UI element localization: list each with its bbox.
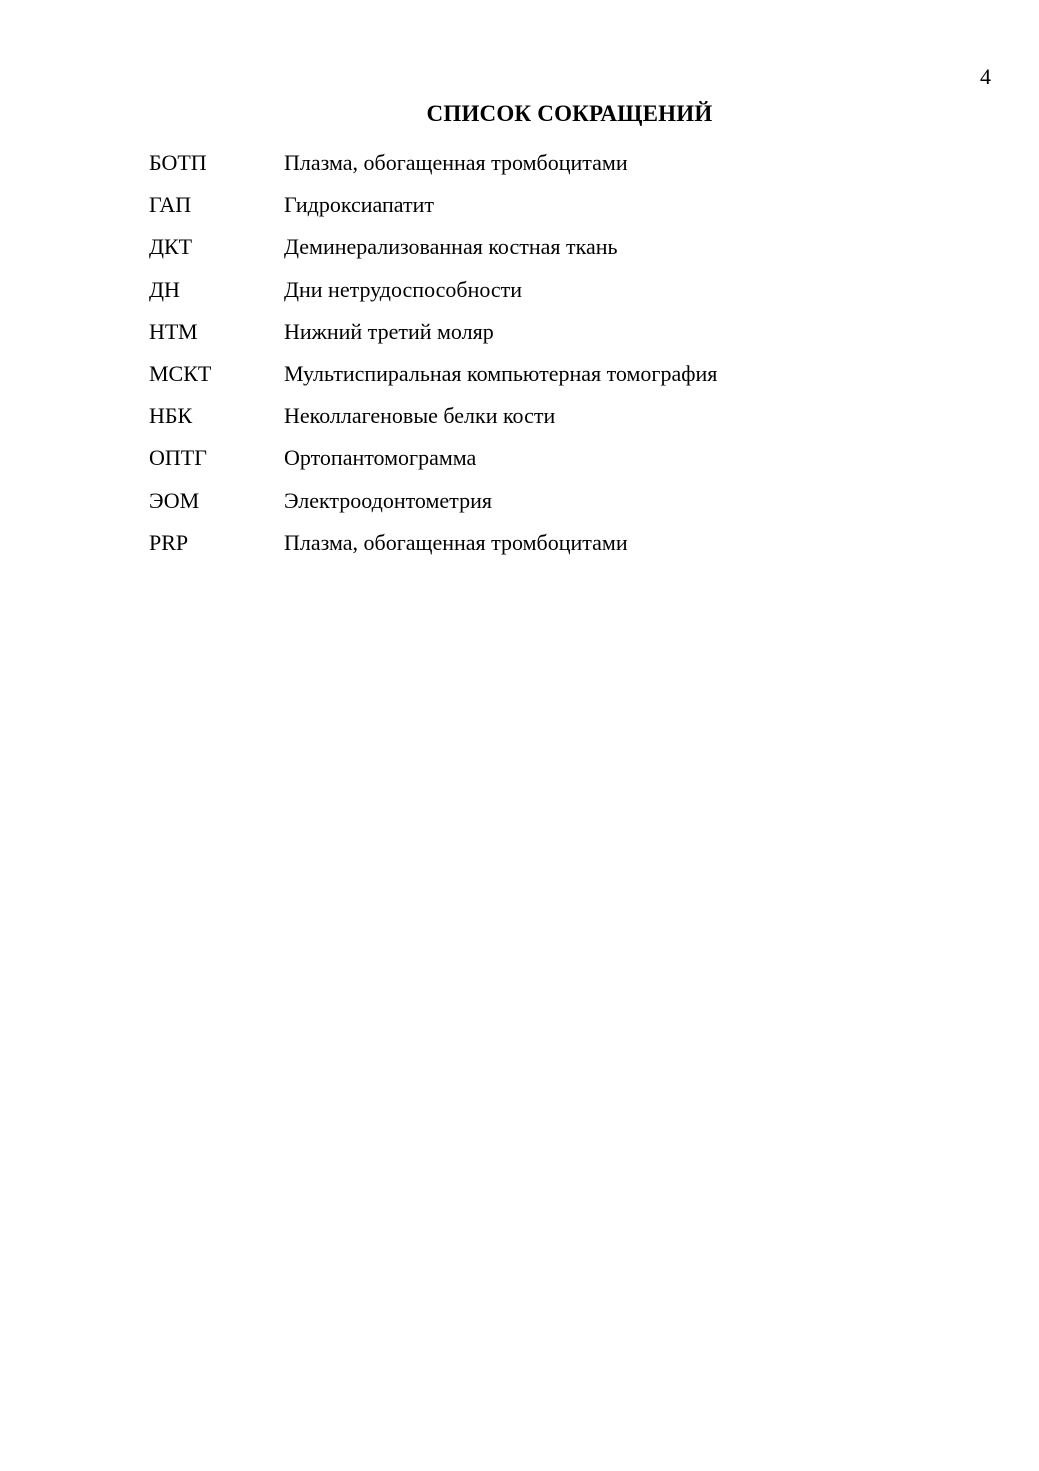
abbreviation-row bbox=[149, 269, 929, 311]
abbreviation-row bbox=[149, 480, 929, 522]
abbreviation-description: Плазма, обогащенная тромбоцитами bbox=[284, 150, 628, 176]
abbreviation-code: ДН bbox=[149, 276, 180, 302]
abbreviation-description: Ортопантомограмма bbox=[284, 445, 477, 471]
abbreviation-description: Мультиспиральная компьютерная томография bbox=[284, 361, 718, 387]
abbreviation-row bbox=[149, 437, 929, 479]
abbreviation-code: БОТП bbox=[149, 150, 207, 176]
abbreviation-code: МСКТ bbox=[149, 361, 212, 387]
abbreviation-row bbox=[149, 311, 929, 353]
abbreviation-code: ДКТ bbox=[149, 234, 193, 260]
abbreviation-description: Плазма, обогащенная тромбоцитами bbox=[284, 529, 628, 555]
abbreviation-row bbox=[149, 353, 929, 395]
abbreviation-row bbox=[149, 142, 929, 184]
abbreviation-code: НБК bbox=[149, 403, 193, 429]
abbreviation-row bbox=[149, 184, 929, 226]
abbreviation-description: Деминерализованная костная ткань bbox=[284, 234, 618, 260]
page-number: 4 bbox=[980, 64, 991, 89]
abbreviation-row bbox=[149, 226, 929, 268]
abbreviation-code: ОПТГ bbox=[149, 445, 207, 471]
abbreviation-code: PRP bbox=[149, 529, 189, 555]
abbreviation-row bbox=[149, 395, 929, 437]
abbreviation-description: Неколлагеновые белки кости bbox=[284, 403, 556, 429]
abbreviation-code: ЭОМ bbox=[149, 487, 200, 513]
abbreviation-row bbox=[149, 522, 929, 564]
abbreviation-description: Электроодонтометрия bbox=[284, 487, 492, 513]
page-title: СПИСОК СОКРАЩЕНИЙ bbox=[426, 101, 713, 126]
abbreviation-list bbox=[149, 142, 929, 564]
abbreviation-description: Нижний третий моляр bbox=[284, 318, 494, 344]
abbreviation-code: НТМ bbox=[149, 318, 198, 344]
abbreviation-description: Дни нетрудоспособности bbox=[284, 276, 523, 302]
abbreviation-code: ГАП bbox=[149, 192, 192, 218]
abbreviation-description: Гидроксиапатит bbox=[284, 192, 434, 218]
